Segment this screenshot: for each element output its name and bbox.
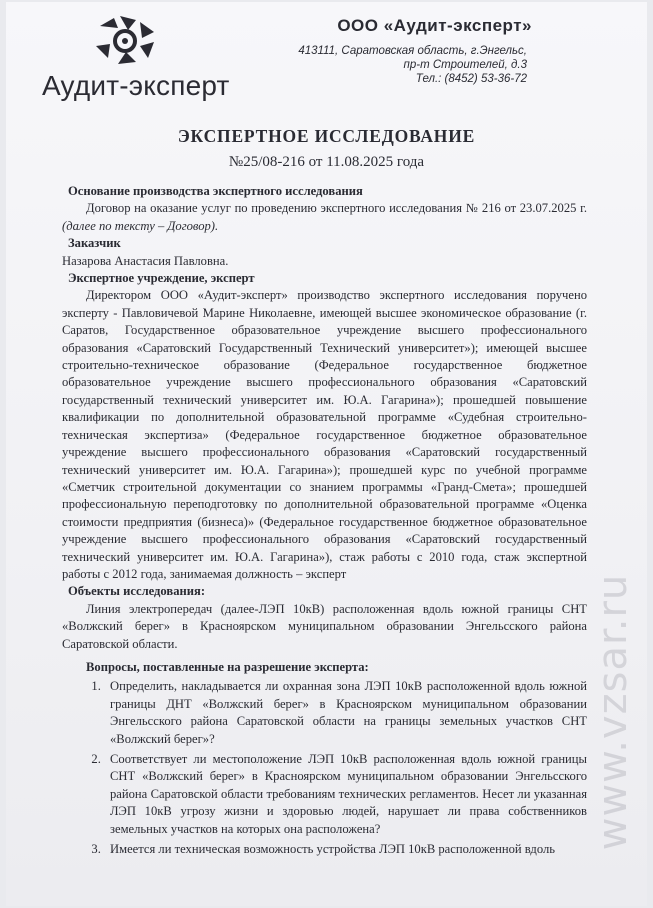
customer-heading: Заказчик — [68, 236, 121, 251]
objects-heading: Объекты исследования: — [68, 584, 206, 599]
objects-text: Линия электропередач (далее-ЛЭП 10кВ) расположенная вдоль южной границы СНТ «Волжский берег» в Красноярском муниципальном образовании Энгельсского района Саратовской области. — [62, 601, 587, 651]
address-line: 413111, Саратовская область, г.Энгельс, — [298, 45, 527, 57]
questions-heading: Вопросы, поставленные на разрешение эксперта: — [86, 659, 369, 674]
customer-name: Назарова Анастасия Павловна. — [62, 253, 229, 268]
basis-heading: Основание производства экспертного исследования — [68, 184, 363, 198]
question-item: 1. Определить, накладывается ли охранная зона ЛЭП 10кВ расположенной вдоль южной границы ДНТ «Волжский берег» в Красноярском муниципальном образовании Энгельсского района Саратовской области на границы земельных участков СНТ «Волжский берег»? — [104, 678, 587, 748]
watermark-text: www.vzsar.ru — [590, 573, 636, 851]
company-address — [298, 44, 527, 86]
logo — [42, 14, 242, 104]
address-line: пр-т Строителей, д.3 — [403, 59, 527, 71]
questions-list — [62, 678, 587, 858]
basis-note: (далее по тексту – Договор). — [62, 218, 219, 233]
document-title: ЭКСПЕРТНОЕ ИССЛЕДОВАНИЕ — [177, 126, 476, 146]
expert-text: Директором ООО «Аудит-эксперт» производство экспертного исследования поручено эксперту - Павловичевой Марине Николаевне, имеющей высшее экономическое образование (г. Саратов, Государственное образовательное учреждение высшего профессионального образования «Саратовский Государственный Технический университет»); имеющей высшее строительно-техническое образование (Федеральное государственное бюджетное образовательное учреждение высшего профессионального образования «Саратовский государственный технический университет им. Ю.А. Гагарина»); прошедшей повышение квалификации по дополнительной образовательной программе «Судебная строительно-техническая экспертиза» (Федеральное государственное бюджетное образовательное учреждение высшего профессионального образования «Саратовский государственный технический университет им. Ю.А. Гагарина»); прошедшей курс по учебной программе «Сметчик строительной документации со знанием программы «Гранд-Смета»; прошедшей профессиональную переподготовку по дополнительной образовательной программе «Оценка стоимости предприятия (бизнеса)» (Федеральное государственное бюджетное образовательное учреждение высшего профессионального образования «Саратовский государственный технический университет им. Ю.А. Гагарина»), стаж работы с 2010 года, стаж экспертной работы с 2012 года, занимаемая должность – эксперт — [62, 288, 587, 581]
brand-name: Аудит-эксперт — [42, 70, 230, 101]
logo-emblem-icon — [92, 14, 162, 70]
address-line: Тел.: (8452) 53-36-72 — [415, 73, 527, 85]
document-page — [6, 2, 647, 906]
watermark — [590, 522, 636, 902]
company-name: ООО «Аудит-эксперт» — [337, 16, 532, 35]
question-item: 3. Имеется ли техническая возможность устройства ЛЭП 10кВ расположенной вдоль — [104, 841, 587, 858]
question-item: 2. Соответствует ли местоположение ЛЭП 10кВ расположенная вдоль южной границы СНТ «Волжский берег» в Красноярском муниципальном образовании Энгельсского района Саратовской области требованиям технических регламентов. Несет ли указанная ЛЭП 10кВ угрозу жизни и здоровью людей, нарушает ли права собственников земельных участков на которых она расположена? — [104, 751, 587, 838]
document-number: №25/08-216 от 11.08.2025 года — [228, 154, 425, 170]
expert-heading: Экспертное учреждение, эксперт — [68, 271, 255, 286]
document-body — [62, 183, 587, 861]
basis-text: Договор на оказание услуг по проведению экспертного исследования № 216 от 23.07.2025 г. (далее по тексту – Договор). — [62, 201, 587, 233]
